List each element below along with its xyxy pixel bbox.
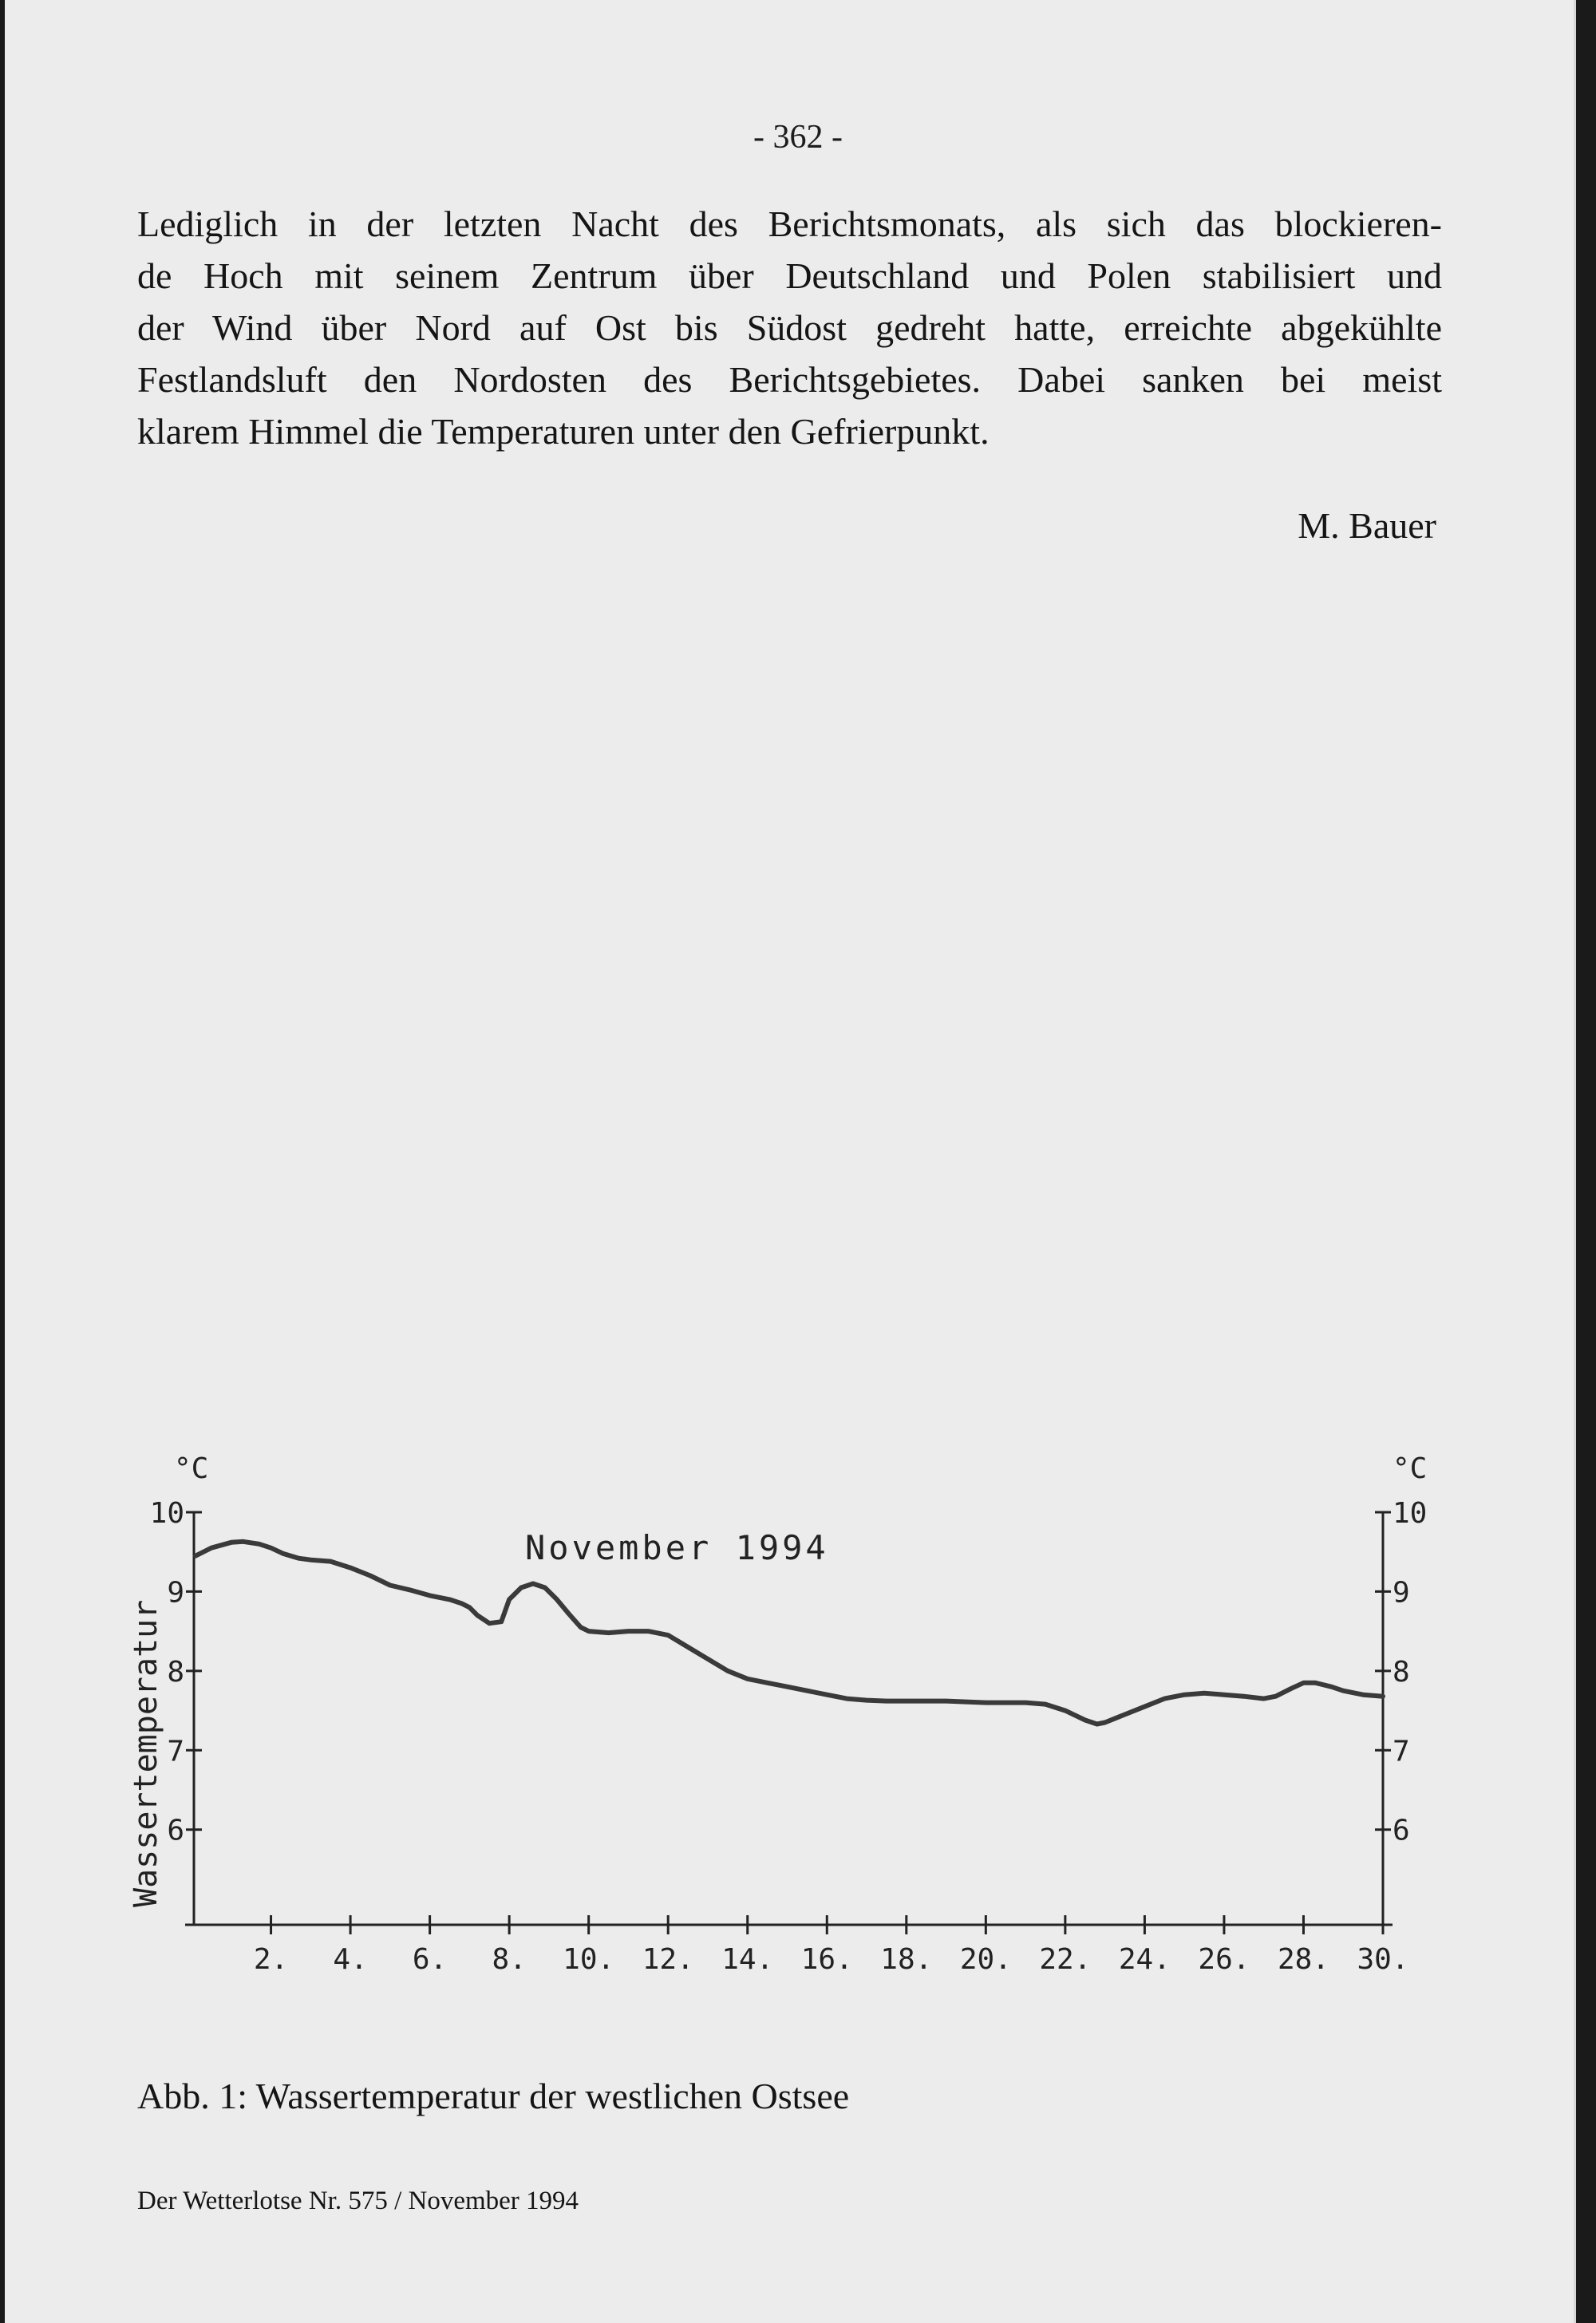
x-tick-label: 20.: [959, 1943, 1012, 1976]
water-temperature-line: [196, 1542, 1383, 1724]
left-unit-label: °C: [174, 1452, 209, 1485]
paragraph-line: Lediglich in der letzten Nacht des Berichtsmonats, als sich das blockieren-: [137, 203, 1442, 244]
x-tick-label: 10.: [563, 1943, 615, 1976]
page-number: - 362 -: [753, 119, 843, 156]
x-tick-label: 16.: [800, 1943, 853, 1976]
x-tick-label: 8.: [492, 1943, 527, 1976]
right-y-tick-label: 10: [1393, 1497, 1428, 1530]
right-unit-label: °C: [1393, 1452, 1428, 1485]
x-tick-label: 30.: [1357, 1943, 1409, 1976]
x-tick-label: 24.: [1118, 1943, 1171, 1976]
left-y-tick-label: 10: [149, 1497, 184, 1530]
x-tick-label: 12.: [642, 1943, 694, 1976]
paragraph-line: de Hoch mit seinem Zentrum über Deutschland und Polen stabilisiert und: [137, 255, 1442, 296]
x-tick-label: 14.: [721, 1943, 774, 1976]
paragraph-line: klarem Himmel die Temperaturen unter den Gefrierpunkt.: [137, 411, 990, 452]
left-y-tick-label: 6: [167, 1814, 184, 1847]
author-signature: M. Bauer: [1298, 505, 1436, 546]
left-y-tick-label: 7: [167, 1735, 184, 1768]
publication-footer: Der Wetterlotse Nr. 575 / November 1994: [137, 2187, 579, 2215]
x-tick-label: 2.: [253, 1943, 289, 1976]
paragraph-line: Festlandsluft den Nordosten des Berichtsgebietes. Dabei sanken bei meist: [137, 359, 1442, 400]
left-y-tick-label: 8: [167, 1655, 184, 1689]
left-y-tick-label: 9: [167, 1576, 184, 1610]
x-tick-label: 4.: [333, 1943, 368, 1976]
paragraph-line: der Wind über Nord auf Ost bis Südost gedreht hatte, erreichte abgekühlte: [137, 307, 1442, 348]
right-y-tick-label: 6: [1393, 1814, 1410, 1847]
right-y-tick-label: 7: [1393, 1735, 1410, 1768]
y-axis-label: Wassertemperatur: [128, 1599, 164, 1907]
right-y-tick-label: 8: [1393, 1655, 1410, 1689]
x-tick-label: 28.: [1277, 1943, 1329, 1976]
x-tick-label: 18.: [880, 1943, 933, 1976]
figure-caption: Abb. 1: Wassertemperatur der westlichen Ostsee: [137, 2076, 850, 2116]
x-tick-label: 22.: [1039, 1943, 1092, 1976]
chart-title: November 1994: [525, 1528, 829, 1567]
x-tick-label: 6.: [412, 1943, 448, 1976]
x-tick-label: 26.: [1198, 1943, 1250, 1976]
right-y-tick-label: 9: [1393, 1576, 1410, 1610]
